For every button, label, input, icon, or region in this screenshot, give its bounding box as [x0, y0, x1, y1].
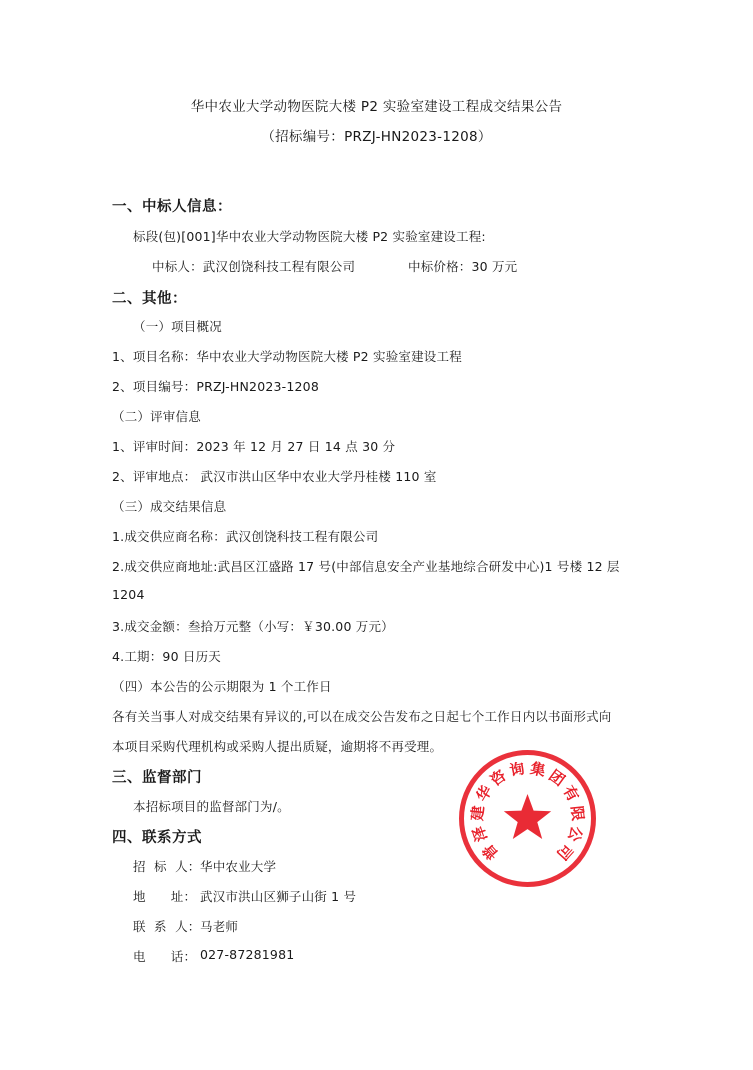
- section-heading-other: 二、其他：: [112, 291, 187, 307]
- seal-char: 普: [478, 840, 503, 864]
- contact-label-phone: 电 话：: [133, 949, 197, 964]
- supplier-address-cont: 1204: [112, 587, 145, 602]
- seal-char: 集: [528, 759, 548, 780]
- seal-char: 建: [468, 804, 488, 822]
- contact-label-person: 联 系 人：: [133, 919, 201, 934]
- contact-value-tenderer: 华中农业大学: [200, 859, 277, 874]
- lot-line: 标段(包)[001]华中农业大学动物医院大楼 P2 实验室建设工程:: [133, 229, 486, 244]
- supervision-text: 本招标项目的监督部门为/。: [133, 799, 290, 814]
- section-heading-winner: 一、中标人信息：: [112, 199, 232, 215]
- subheading-overview: （一）项目概况: [133, 319, 222, 334]
- supplier-name: 1.成交供应商名称：武汉创饶科技工程有限公司: [112, 529, 379, 544]
- contact-label-tenderer: 招 标 人：: [133, 859, 201, 874]
- seal-char: 华: [472, 782, 496, 805]
- publicity-period: （四）本公告的公示期限为 1 个工作日: [112, 679, 332, 694]
- section-heading-contact: 四、联系方式: [112, 830, 202, 846]
- seal-star-icon: [504, 794, 551, 839]
- supplier-address: 2.成交供应商地址:武昌区江盛路 17 号(中部信息安全产业基地综合研发中心)1 号楼 12 层: [112, 559, 620, 574]
- seal-char: 限: [567, 804, 587, 822]
- contact-value-person: 马老师: [200, 919, 239, 934]
- project-number: 2、项目编号：PRZJ-HN2023-1208: [112, 379, 319, 394]
- objection-paragraph: 各有关当事人对成交结果有异议的,可以在成交公告发布之日起七个工作日内以书面形式向: [112, 709, 612, 724]
- deal-amount: 3.成交金额：叁拾万元整（小写：￥30.00 万元）: [112, 619, 394, 634]
- duration: 4.工期：90 日历天: [112, 649, 222, 664]
- document-title: 华中农业大学动物医院大楼 P2 实验室建设工程成交结果公告: [190, 99, 563, 115]
- subheading-result: （三）成交结果信息: [112, 499, 227, 514]
- project-name: 1、项目名称：华中农业大学动物医院大楼 P2 实验室建设工程: [112, 349, 462, 364]
- contact-value-address: 武汉市洪山区狮子山街 1 号: [200, 889, 357, 904]
- subheading-review: （二）评审信息: [112, 409, 201, 424]
- seal-char: 泽: [469, 824, 491, 844]
- seal-char: 团: [545, 766, 569, 790]
- winner-name: 中标人：武汉创饶科技工程有限公司: [152, 259, 356, 274]
- section-heading-supervision: 三、监督部门: [112, 770, 202, 786]
- review-place: 2、评审地点： 武汉市洪山区华中农业大学丹桂楼 110 室: [112, 469, 437, 484]
- contact-label-address: 地 址：: [133, 889, 197, 904]
- seal-char: 公: [564, 824, 586, 844]
- review-time: 1、评审时间：2023 年 12 月 27 日 14 点 30 分: [112, 439, 396, 454]
- winner-price: 中标价格：30 万元: [408, 259, 518, 274]
- company-seal: [455, 746, 600, 891]
- seal-char: 司: [552, 840, 577, 864]
- seal-char: 询: [507, 759, 527, 780]
- seal-char: 有: [559, 782, 583, 805]
- seal-char: 咨: [486, 766, 510, 790]
- objection-paragraph-cont: 本项目采购代理机构或采购人提出质疑，逾期将不再受理。: [112, 739, 443, 754]
- contact-value-phone: 027-87281981: [200, 947, 295, 962]
- tender-number: （招标编号：PRZJ-HN2023-1208）: [261, 129, 492, 145]
